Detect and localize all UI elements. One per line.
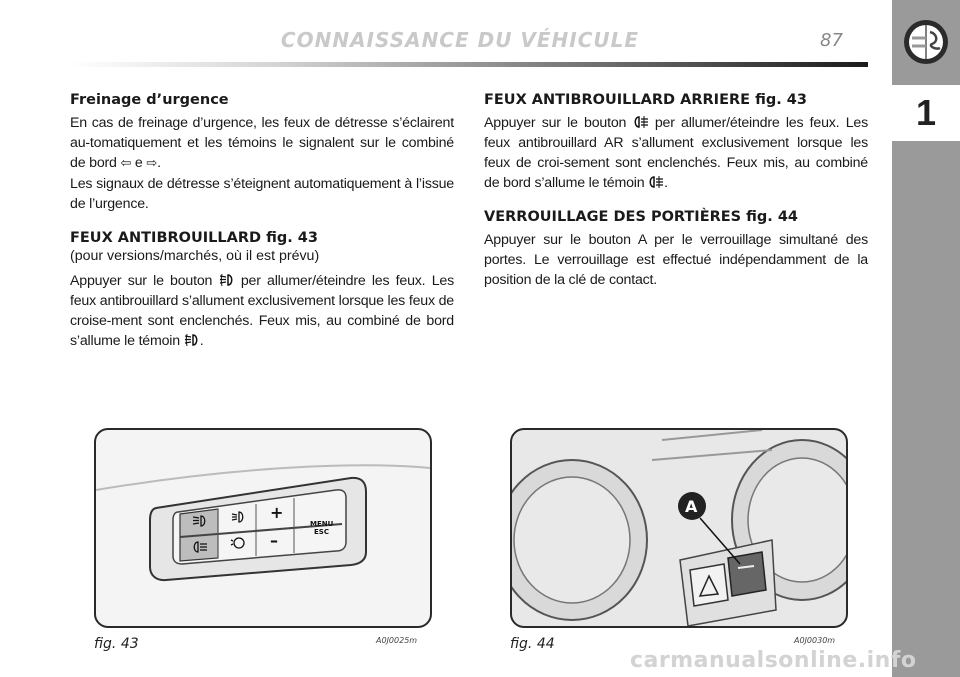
rear-fog-lights-text: Appuyer sur le bouton per allumer/éteindre les feux. Les feux antibrouillard AR s’allument exclusivement lorsque les feux de croi-sement sont enclenchés. Feux mis, au combiné de bord s’allume le témoin . bbox=[484, 115, 868, 191]
fog-lights-heading: FEUX ANTIBROUILLARD fig. 43 bbox=[70, 230, 318, 246]
front-fog-light-icon bbox=[219, 273, 235, 287]
minus-button-label: – bbox=[270, 531, 278, 550]
door-locking-heading: VERROUILLAGE DES PORTIÈRES fig. 44 bbox=[484, 209, 799, 225]
menu-button-label: MENU bbox=[310, 520, 334, 528]
alfa-romeo-badge-icon bbox=[902, 18, 950, 66]
fog-lights-text: Appuyer sur le bouton per allumer/éteindre les feux. Les feux antibrouillard s’allument exclusivement lorsque les feux de croise-ment sont enclenchés. Feux mis, au combiné de bord s’allume le témoin . bbox=[70, 273, 454, 349]
figure-44-illustration bbox=[510, 428, 848, 628]
figure-43-code: A0J0025m bbox=[376, 636, 418, 645]
fog-lights-subheading: (pour versions/marchés, où il est prévu) bbox=[70, 248, 320, 264]
plus-button-label: + bbox=[270, 503, 284, 522]
watermark: carmanualsonline.info bbox=[630, 648, 917, 673]
turn-right-indicator-icon: ⇨ bbox=[146, 156, 158, 171]
chapter-number: 1 bbox=[892, 85, 960, 141]
esc-button-label: ESC bbox=[314, 528, 329, 536]
callout-a-label: A bbox=[685, 497, 698, 516]
chapter-title: CONNAISSANCE DU VÉHICULE bbox=[280, 28, 640, 52]
right-column bbox=[484, 92, 868, 290]
figure-43-illustration bbox=[94, 428, 432, 628]
figure-43-caption: fig. 43 bbox=[94, 636, 139, 652]
chapter-side-tab bbox=[892, 0, 960, 677]
door-locking-text: Appuyer sur le bouton A per le verrouillage simultané des portes. Le verrouillage est effectué indépendamment de la position de la clé de contact. bbox=[484, 232, 868, 288]
page-number: 87 bbox=[820, 30, 843, 51]
rear-fog-light-icon bbox=[633, 115, 649, 129]
header-rule bbox=[70, 62, 868, 67]
side-tab-lower bbox=[892, 141, 960, 677]
turn-left-indicator-icon: ⇦ bbox=[120, 156, 132, 171]
left-column bbox=[70, 92, 454, 351]
side-tab-logo-area bbox=[892, 0, 960, 85]
emergency-braking-text-2: Les signaux de détresse s’éteignent automatiquement à l’issue de l’urgence. bbox=[70, 176, 454, 212]
emergency-braking-heading: Freinage d’urgence bbox=[70, 92, 229, 108]
emergency-braking-text: En cas de freinage d’urgence, les feux de détresse s’éclairent au-tomatiquement et les témoins le signalent sur le combiné de bord ⇦ e ⇨. bbox=[70, 115, 454, 171]
figure-44-code: A0J0030m bbox=[794, 636, 836, 645]
front-fog-light-indicator-icon bbox=[184, 333, 200, 347]
fog-light-switch-panel-illustration bbox=[96, 430, 430, 626]
rear-fog-light-indicator-icon bbox=[648, 175, 664, 189]
figure-44-caption: fig. 44 bbox=[510, 636, 555, 652]
rear-fog-lights-heading: FEUX ANTIBROUILLARD ARRIERE fig. 43 bbox=[484, 92, 807, 108]
door-lock-button-illustration bbox=[512, 430, 846, 626]
